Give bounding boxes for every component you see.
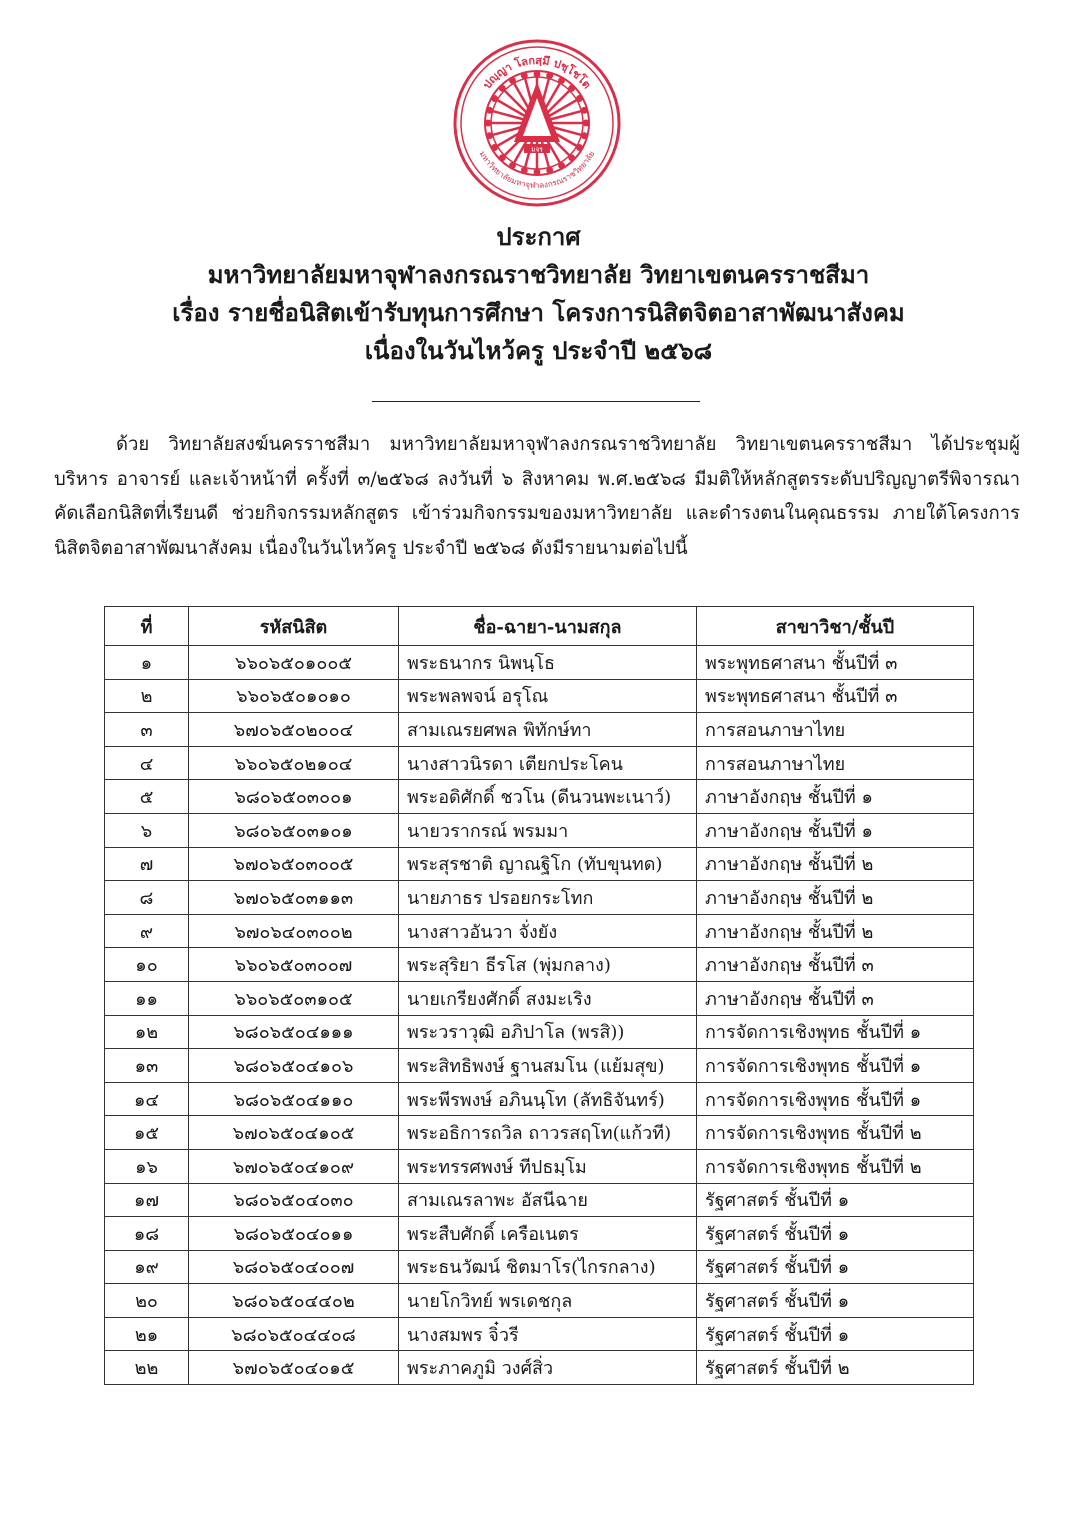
table-row <box>105 1317 974 1351</box>
major-year: ภาษาอังกฤษ ชั้นปีที่ ๑ <box>697 780 974 814</box>
row-number: ๖ <box>105 813 189 847</box>
student-name: พระสืบศักดิ์ เครือเนตร <box>399 1217 697 1251</box>
major-year: รัฐศาสตร์ ชั้นปีที่ ๑ <box>697 1284 974 1318</box>
major-year: ภาษาอังกฤษ ชั้นปีที่ ๒ <box>697 847 974 881</box>
header-student-id: รหัสนิสิต <box>189 607 399 646</box>
student-name: นางสาวอันวา จั่งยัง <box>399 914 697 948</box>
table-row <box>105 847 974 881</box>
student-name: พระสุรชาติ ญาณฐิโก (ทับขุนทด) <box>399 847 697 881</box>
seal-wheel-dot <box>510 163 514 167</box>
seal-university-name: มหาวิทยาลัยมหาจุฬาลงกรณราชวิทยาลัย <box>477 149 597 191</box>
table-row <box>105 1183 974 1217</box>
student-name: พระธนากร นิพนฺโธ <box>399 646 697 680</box>
student-name: พระภาคภูมิ วงศ์สิ่ว <box>399 1351 697 1385</box>
major-year: การจัดการเชิงพุทธ ชั้นปีที่ ๑ <box>697 1015 974 1049</box>
announcement-header <box>0 218 1077 370</box>
row-number: ๑๖ <box>105 1149 189 1183</box>
seal-wheel-dot <box>500 155 504 159</box>
seal-wheel-dot <box>577 96 581 100</box>
student-id: ๖๖๐๖๕๐๓๐๐๗ <box>189 948 399 982</box>
table-row <box>105 1250 974 1284</box>
major-year: รัฐศาสตร์ ชั้นปีที่ ๒ <box>697 1351 974 1385</box>
row-number: ๑๐ <box>105 948 189 982</box>
row-number: ๑๑ <box>105 981 189 1015</box>
table-row <box>105 1116 974 1150</box>
seal-motto: ปญฺญา โลกสฺมึ ปชฺโชโต <box>480 53 594 92</box>
student-id: ๖๘๐๖๕๐๓๑๐๑ <box>189 813 399 847</box>
seal-wheel-dot <box>510 78 514 82</box>
seal-wheel-dot <box>522 168 526 172</box>
table-row <box>105 646 974 680</box>
seal-wheel-dot <box>522 73 526 77</box>
student-name: พระทรรศพงษ์ ทีปธมฺโม <box>399 1149 697 1183</box>
student-id: ๖๗๐๖๕๐๒๐๐๔ <box>189 713 399 747</box>
row-number: ๔ <box>105 746 189 780</box>
major-year: พระพุทธศาสนา ชั้นปีที่ ๓ <box>697 679 974 713</box>
student-id: ๖๘๐๖๕๐๔๑๑๐ <box>189 1082 399 1116</box>
student-name: นายโกวิทย์ พรเดชกุล <box>399 1284 697 1318</box>
student-id: ๖๖๐๖๕๐๒๑๐๔ <box>189 746 399 780</box>
body-paragraph <box>54 428 1020 566</box>
major-year: การจัดการเชิงพุทธ ชั้นปีที่ ๑ <box>697 1049 974 1083</box>
student-name: นายภาธร ปรอยกระโทก <box>399 881 697 915</box>
row-number: ๑๓ <box>105 1049 189 1083</box>
major-year: การสอนภาษาไทย <box>697 746 974 780</box>
seal-wheel-dot <box>559 78 563 82</box>
table-row <box>105 1351 974 1385</box>
table-row <box>105 948 974 982</box>
student-name: พระอดิศักดิ์ ชวโน (ดีนวนพะเนาว์) <box>399 780 697 814</box>
student-id: ๖๘๐๖๕๐๔๑๐๖ <box>189 1049 399 1083</box>
student-name: พระวราวุฒิ อภิปาโล (พรสิ)) <box>399 1015 697 1049</box>
student-name: พระสุริยา ธีรโส (พุ่มกลาง) <box>399 948 697 982</box>
seal-wheel-dot <box>535 170 539 174</box>
scholarship-recipient-table <box>104 606 974 1385</box>
student-name: พระอธิการถวิล ถาวรสฤโท(แก้วที) <box>399 1116 697 1150</box>
student-name: สามเณรลาพะ อัสนีฉาย <box>399 1183 697 1217</box>
row-number: ๒๒ <box>105 1351 189 1385</box>
student-id: ๖๘๐๖๕๐๔๔๐๒ <box>189 1284 399 1318</box>
student-id: ๖๘๐๖๕๐๔๐๑๑ <box>189 1217 399 1251</box>
seal-wheel-dot <box>569 155 573 159</box>
table-row <box>105 1217 974 1251</box>
header-major-year: สาขาวิชา/ชั้นปี <box>697 607 974 646</box>
seal-wheel-dot <box>547 73 551 77</box>
major-year: ภาษาอังกฤษ ชั้นปีที่ ๒ <box>697 914 974 948</box>
student-name: พระธนวัฒน์ ชิตมาโร(ไกรกลาง) <box>399 1250 697 1284</box>
university-seal <box>452 38 622 208</box>
major-year: ภาษาอังกฤษ ชั้นปีที่ ๓ <box>697 981 974 1015</box>
seal-wheel-dot <box>547 168 551 172</box>
major-year: การจัดการเชิงพุทธ ชั้นปีที่ ๒ <box>697 1116 974 1150</box>
major-year: การจัดการเชิงพุทธ ชั้นปีที่ ๒ <box>697 1149 974 1183</box>
student-id: ๖๗๐๖๕๐๔๐๑๕ <box>189 1351 399 1385</box>
major-year: พระพุทธศาสนา ชั้นปีที่ ๓ <box>697 646 974 680</box>
title-divider <box>372 401 700 402</box>
student-id: ๖๘๐๖๕๐๔๔๐๘ <box>189 1317 399 1351</box>
row-number: ๒๐ <box>105 1284 189 1318</box>
seal-wheel-dot <box>487 108 491 112</box>
student-name: พระพีรพงษ์ อภินนฺโท (ลัทธิจันทร์) <box>399 1082 697 1116</box>
seal-wheel-dot <box>559 163 563 167</box>
announcement-label: ประกาศ <box>496 222 581 251</box>
student-name: พระพลพจน์ อรุโณ <box>399 679 697 713</box>
seal-wheel-dot <box>582 133 586 137</box>
table-row <box>105 1284 974 1318</box>
student-id: ๖๘๐๖๕๐๓๐๐๑ <box>189 780 399 814</box>
major-year: การจัดการเชิงพุทธ ชั้นปีที่ ๑ <box>697 1082 974 1116</box>
table-row <box>105 713 974 747</box>
row-number: ๑๕ <box>105 1116 189 1150</box>
row-number: ๙ <box>105 914 189 948</box>
major-year: ภาษาอังกฤษ ชั้นปีที่ ๒ <box>697 881 974 915</box>
seal-wheel-dot <box>569 86 573 90</box>
student-name: นางสาวนิรดา เตียกประโคน <box>399 746 697 780</box>
student-id: ๖๗๐๖๕๐๔๑๐๙ <box>189 1149 399 1183</box>
major-year: รัฐศาสตร์ ชั้นปีที่ ๑ <box>697 1317 974 1351</box>
major-year: รัฐศาสตร์ ชั้นปีที่ ๑ <box>697 1250 974 1284</box>
row-number: ๑๔ <box>105 1082 189 1116</box>
row-number: ๑๗ <box>105 1183 189 1217</box>
seal-wheel-dot <box>492 96 496 100</box>
table-row <box>105 746 974 780</box>
seal-wheel-dot <box>577 145 581 149</box>
seal-emblem-text: มจร <box>531 145 543 154</box>
header-name: ชื่อ-ฉายา-นามสกุล <box>399 607 697 646</box>
row-number: ๒ <box>105 679 189 713</box>
table-row <box>105 679 974 713</box>
student-name: นายวรากรณ์ พรมมา <box>399 813 697 847</box>
table-row <box>105 1015 974 1049</box>
student-id: ๖๗๐๖๔๐๓๐๐๒ <box>189 914 399 948</box>
announcement-subject: เรื่อง รายชื่อนิสิตเข้ารับทุนการศึกษา โครงการนิสิตจิตอาสาพัฒนาสังคม <box>172 298 905 327</box>
student-id: ๖๗๐๖๕๐๔๑๐๕ <box>189 1116 399 1150</box>
table-header-row <box>105 607 974 646</box>
table-row <box>105 981 974 1015</box>
row-number: ๗ <box>105 847 189 881</box>
student-name: สามเณรยศพล พิทักษ์ทา <box>399 713 697 747</box>
seal-wheel-dot <box>486 121 490 125</box>
student-id: ๖๘๐๖๕๐๔๐๓๐ <box>189 1183 399 1217</box>
student-name: พระสิทธิพงษ์ ฐานสมโน (แย้มสุข) <box>399 1049 697 1083</box>
seal-wheel-dot <box>487 133 491 137</box>
seal-wheel-dot <box>582 108 586 112</box>
row-number: ๑ <box>105 646 189 680</box>
row-number: ๕ <box>105 780 189 814</box>
body-paragraph-text: ด้วย วิทยาลัยสงฆ์นครราชสีมา มหาวิทยาลัยมหาจุฬาลงกรณราชวิทยาลัย วิทยาเขตนครราชสีมา ได้ประชุมผู้บริหาร อาจารย์ และเจ้าหน้าที่ ครั้งที่ ๓/๒๕๖๘ ลงวันที่ ๖ สิงหาคม พ.ศ.๒๕๖๘ มีมติให้หลักสูตรระดับปริญญาตรีพิจารณาคัดเลือกนิสิตที่เรียนดี ช่วยกิจกรรมหลักสูตร เข้าร่วมกิจกรรมของมหาวิทยาลัย และดำรงตนในคุณธรรม ภายใต้โครงการนิสิตจิตอาสาพัฒนาสังคม เนื่องในวันไหว้ครู ประจำปี ๒๕๖๘ ดังมีรายนามต่อไปนี้ <box>54 434 1020 559</box>
table-row <box>105 1049 974 1083</box>
row-number: ๓ <box>105 713 189 747</box>
major-year: ภาษาอังกฤษ ชั้นปีที่ ๑ <box>697 813 974 847</box>
row-number: ๑๙ <box>105 1250 189 1284</box>
student-id: ๖๘๐๖๕๐๔๐๐๗ <box>189 1250 399 1284</box>
student-id: ๖๘๐๖๕๐๔๑๑๑ <box>189 1015 399 1049</box>
student-name: นายเกรียงศักดิ์ สงมะเริง <box>399 981 697 1015</box>
major-year: รัฐศาสตร์ ชั้นปีที่ ๑ <box>697 1217 974 1251</box>
seal-wheel-dot <box>492 145 496 149</box>
seal-wheel-dot <box>500 86 504 90</box>
seal-wheel-dot <box>535 72 539 76</box>
student-id: ๖๖๐๖๕๐๑๐๐๕ <box>189 646 399 680</box>
student-id: ๖๗๐๖๕๐๓๐๐๕ <box>189 847 399 881</box>
major-year: รัฐศาสตร์ ชั้นปีที่ ๑ <box>697 1183 974 1217</box>
table-row <box>105 1149 974 1183</box>
university-name: มหาวิทยาลัยมหาจุฬาลงกรณราชวิทยาลัย วิทยาเขตนครราชสีมา <box>207 260 870 289</box>
header-no: ที่ <box>105 607 189 646</box>
table-row <box>105 1082 974 1116</box>
student-name: นางสมพร จิ๋วรี <box>399 1317 697 1351</box>
major-year: ภาษาอังกฤษ ชั้นปีที่ ๓ <box>697 948 974 982</box>
row-number: ๒๑ <box>105 1317 189 1351</box>
student-id: ๖๖๐๖๕๐๓๑๐๕ <box>189 981 399 1015</box>
announcement-occasion: เนื่องในวันไหว้ครู ประจำปี ๒๕๖๘ <box>364 336 713 365</box>
row-number: ๘ <box>105 881 189 915</box>
student-id: ๖๖๐๖๕๐๑๐๑๐ <box>189 679 399 713</box>
row-number: ๑๘ <box>105 1217 189 1251</box>
major-year: การสอนภาษาไทย <box>697 713 974 747</box>
table-row <box>105 813 974 847</box>
student-id: ๖๗๐๖๕๐๓๑๑๓ <box>189 881 399 915</box>
table-row <box>105 780 974 814</box>
row-number: ๑๒ <box>105 1015 189 1049</box>
table-row <box>105 881 974 915</box>
table-row <box>105 914 974 948</box>
seal-wheel-dot <box>584 121 588 125</box>
